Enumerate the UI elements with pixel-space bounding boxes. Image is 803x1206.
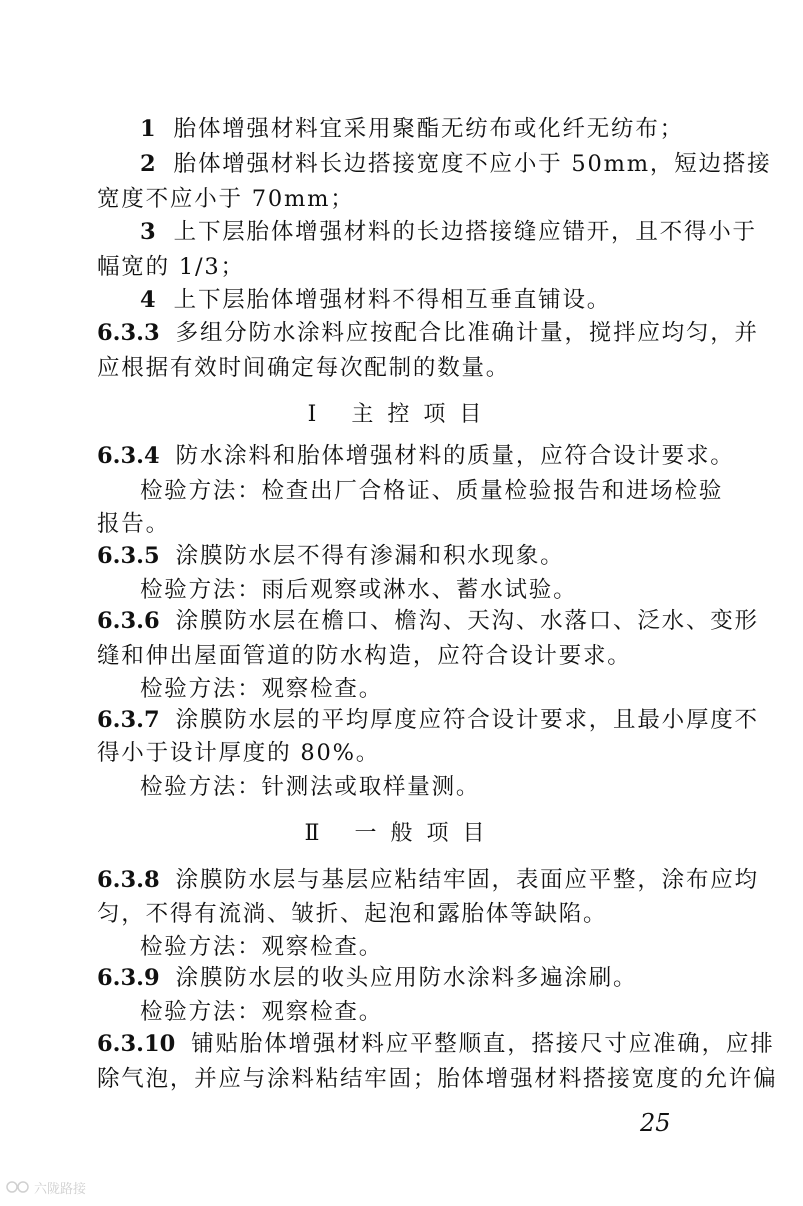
clause-6-3-9 [97, 963, 637, 993]
clause-number: 6.3.10 [97, 1031, 176, 1057]
inspection-method: 检验方法：观察检查。 [140, 676, 384, 702]
wechat-icon [578, 1158, 608, 1182]
clause-number: 6.3.9 [97, 965, 160, 991]
inspection-method: 检验方法：检查出厂合格证、质量检验报告和进场检验 [140, 478, 724, 504]
clause-6-3-3-continuation: 应根据有效时间确定每次配制的数量。 [97, 355, 511, 381]
clause-6-3-10 [97, 1029, 775, 1059]
clause-6-3-10-continuation: 除气泡，并应与涂料粘结牢固；胎体增强材料搭接宽度的允许偏 [97, 1066, 778, 1092]
item-number: 2 [140, 151, 156, 177]
item-text: 胎体增强材料长边搭接宽度不应小于 50mm，短边搭接 [173, 151, 772, 177]
inspection-method: 检验方法：观察检查。 [140, 934, 384, 960]
wechat-watermark [578, 1150, 788, 1190]
section-heading-main-items: Ⅰ 主控项目 [307, 402, 496, 427]
item-4 [140, 285, 611, 315]
inspection-method: 检验方法：针测法或取样量测。 [140, 774, 481, 800]
clause-text: 涂膜防水层在檐口、檐沟、天沟、水落口、泛水、变形 [175, 608, 759, 634]
clause-number: 6.3.5 [97, 543, 160, 569]
clause-6-3-7-continuation: 得小于设计厚度的 80%。 [97, 740, 381, 766]
item-number: 3 [140, 219, 156, 245]
item-2 [140, 149, 771, 179]
clause-6-3-8-continuation: 匀，不得有流淌、皱折、起泡和露胎体等缺陷。 [97, 901, 608, 927]
corner-watermark [6, 1176, 86, 1198]
item-number: 1 [140, 116, 156, 142]
clause-6-3-6-continuation: 缝和伸出屋面管道的防水构造，应符合设计要求。 [97, 643, 632, 669]
inspection-method-continuation: 报告。 [97, 511, 170, 537]
clause-text: 涂膜防水层的收头应用防水涂料多遍涂刷。 [175, 965, 638, 991]
item-text: 上下层胎体增强材料不得相互垂直铺设。 [173, 287, 612, 313]
clause-text: 涂膜防水层不得有渗漏和积水现象。 [175, 543, 565, 569]
item-text: 上下层胎体增强材料的长边搭接缝应错开，且不得小于 [173, 219, 757, 245]
inspection-method: 检验方法：观察检查。 [140, 999, 384, 1025]
item-text: 胎体增强材料宜采用聚酯无纺布或化纤无纺布； [173, 116, 684, 142]
watermark-text: 土木工程资源共享 [612, 1159, 788, 1183]
watermark-text: 六陇路接 [34, 1181, 87, 1197]
clause-6-3-3 [97, 318, 759, 348]
section-heading-general-items: Ⅱ 一般项目 [304, 821, 499, 846]
clause-number: 6.3.7 [97, 707, 160, 733]
clause-text: 防水涂料和胎体增强材料的质量，应符合设计要求。 [175, 443, 735, 469]
clause-number: 6.3.4 [97, 443, 160, 469]
clause-6-3-5 [97, 541, 564, 571]
clause-number: 6.3.6 [97, 608, 160, 634]
item-2-continuation: 宽度不应小于 70mm； [97, 186, 355, 212]
clause-6-3-7 [97, 705, 759, 735]
clause-6-3-8 [97, 865, 759, 895]
clause-6-3-4 [97, 441, 735, 471]
page-number: 25 [640, 1109, 671, 1137]
clause-number: 6.3.8 [97, 867, 160, 893]
watermark-logo-icon [6, 1180, 30, 1194]
clause-text: 涂膜防水层与基层应粘结牢固，表面应平整，涂布应均 [175, 867, 759, 893]
clause-6-3-6 [97, 606, 759, 636]
item-number: 4 [140, 287, 156, 313]
item-3-continuation: 幅宽的 1/3； [97, 254, 245, 280]
inspection-method: 检验方法：雨后观察或淋水、蓄水试验。 [140, 577, 578, 603]
item-3 [140, 217, 757, 247]
clause-text: 多组分防水涂料应按配合比准确计量，搅拌应均匀，并 [175, 320, 759, 346]
clause-text: 涂膜防水层的平均厚度应符合设计要求，且最小厚度不 [175, 707, 759, 733]
item-1 [140, 114, 684, 144]
clause-text: 铺贴胎体增强材料应平整顺直，搭接尺寸应准确，应排 [191, 1031, 775, 1057]
clause-number: 6.3.3 [97, 320, 160, 346]
